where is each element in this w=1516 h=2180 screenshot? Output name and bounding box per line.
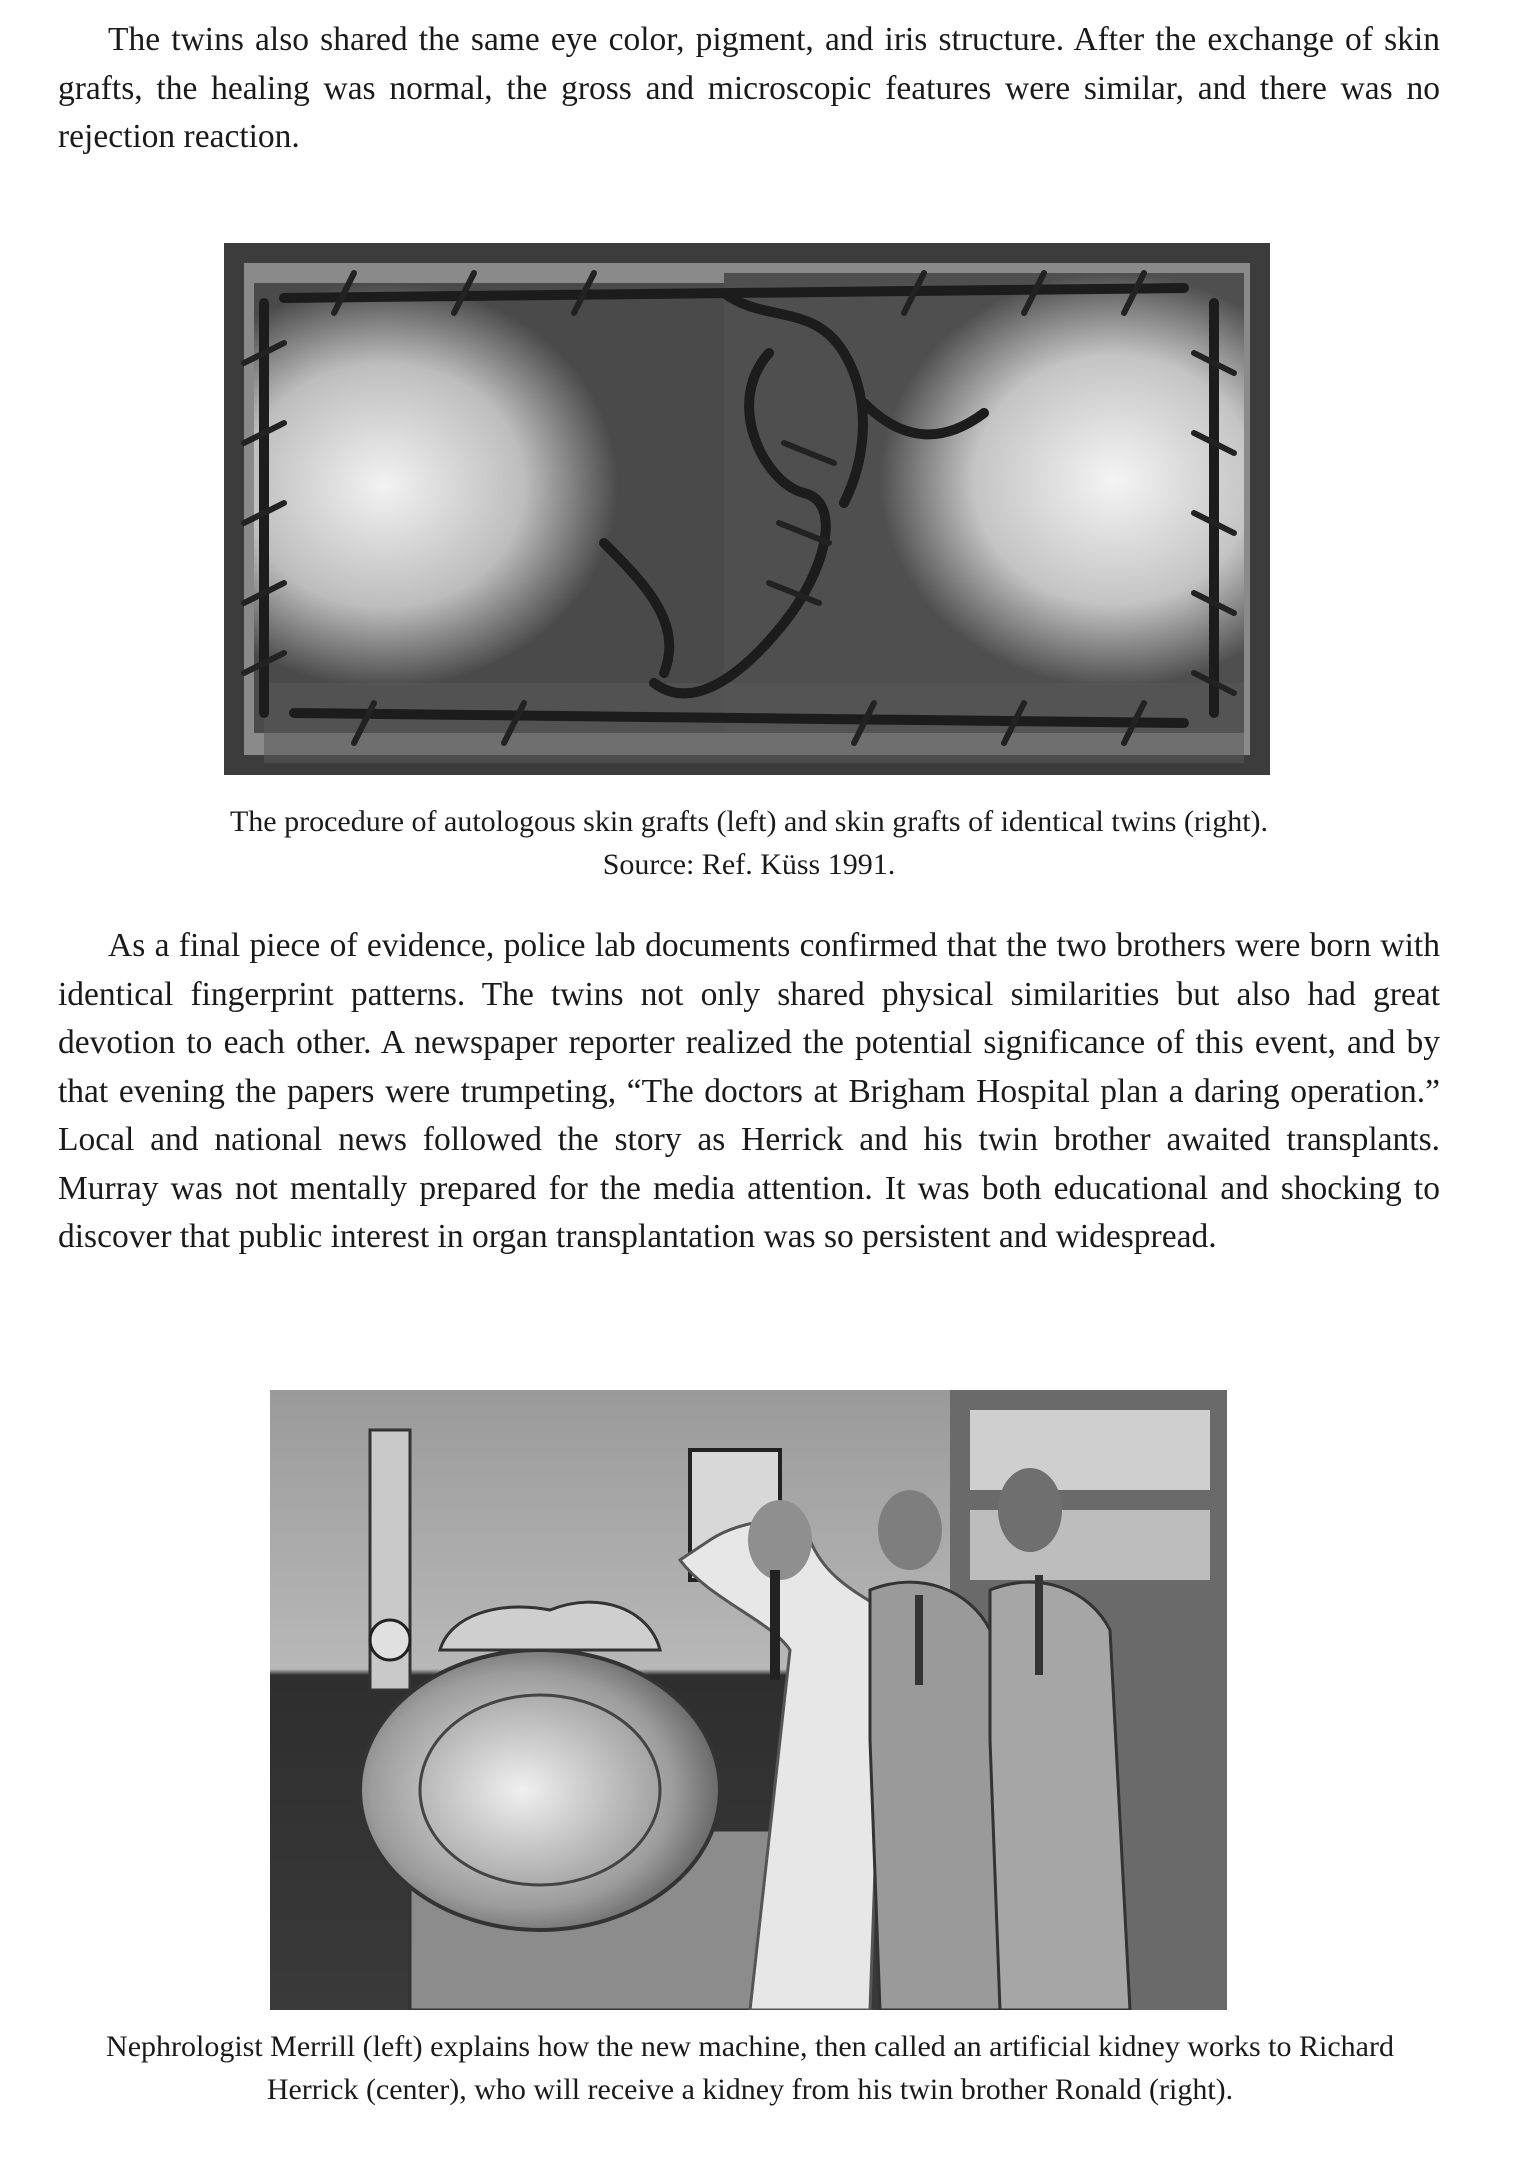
skin-graft-image [224, 243, 1270, 775]
figure-2-caption: Nephrologist Merrill (left) explains how the new machine, then called an artificial kidney works to Richard Herrick (center), who will receive a kidney from his twin brother Ronald (right). [106, 2030, 1394, 2106]
artificial-kidney-image [270, 1390, 1227, 2010]
skin-graft-photo [224, 243, 1270, 775]
figure-1-caption-source: Source: Ref. Küss 1991. [602, 848, 896, 881]
paragraph-eye-color: The twins also shared the same eye color, pigment, and iris structure. After the exchange of skin grafts, the healing was normal, the gross and microscopic features were similar, and there was no rejection reaction. [58, 21, 1440, 155]
artificial-kidney-photo [270, 1390, 1227, 2010]
figure-1-caption [58, 800, 1440, 886]
figure-1-caption-line1: The procedure of autologous skin grafts (left) and skin grafts of identical twins (right). [229, 805, 1269, 838]
paragraph-fingerprint-evidence: As a final piece of evidence, police lab documents confirmed that the two brothers were born with identical fingerprint patterns. The twins not only shared physical similarities but also had great devotion to each other. A newspaper reporter realized the potential significance of this event, and by that evening the papers were trumpeting, “The doctors at Brigham Hospital plan a daring operation.” Local and national news followed the story as Herrick and his twin brother awaited transplants. Murray was not mentally prepared for the media attention. It was both educational and shocking to discover that public interest in organ transplantation was so persistent and widespread. [58, 927, 1440, 1255]
